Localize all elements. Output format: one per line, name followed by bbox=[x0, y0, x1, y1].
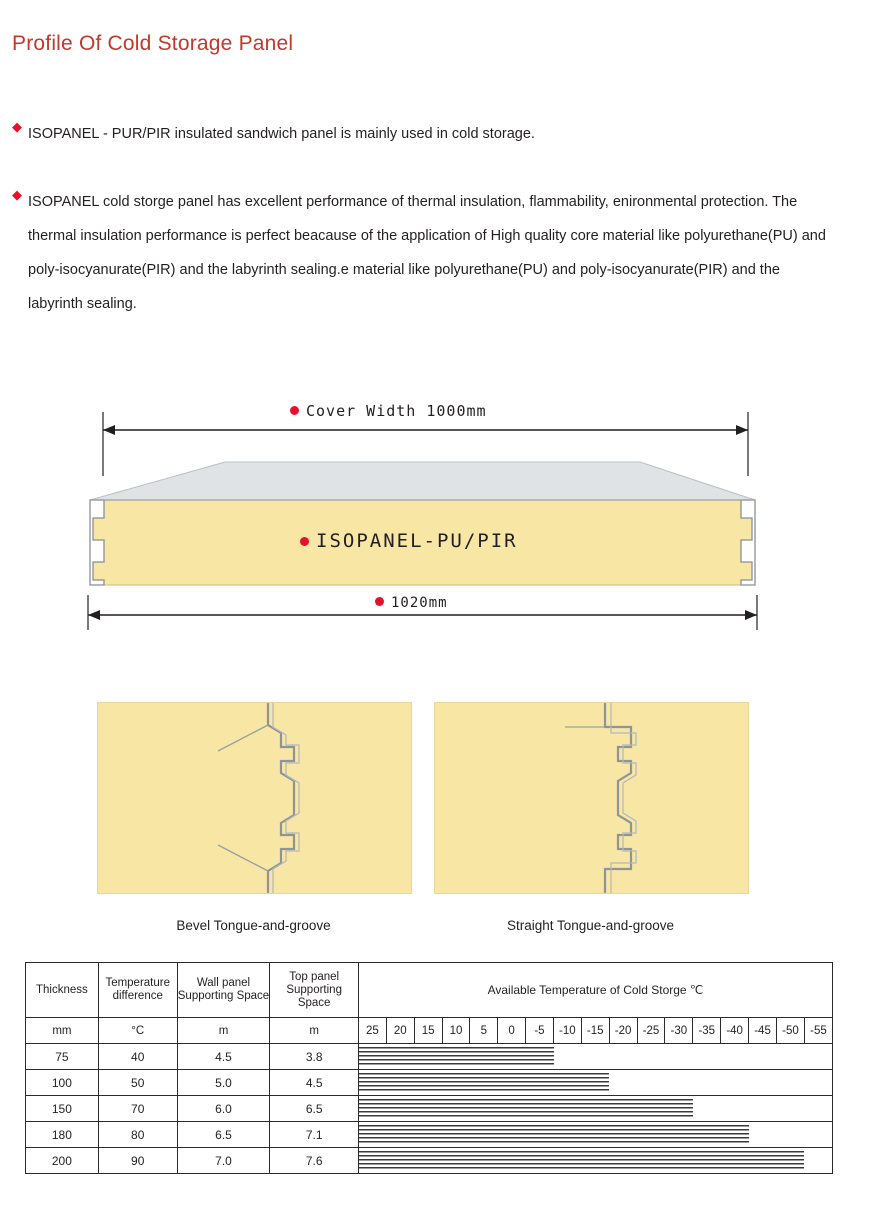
temperature-scale-cell: -45 bbox=[749, 1018, 777, 1044]
temperature-scale-cell: -15 bbox=[581, 1018, 609, 1044]
temperature-scale-cell: 5 bbox=[470, 1018, 498, 1044]
bullet-text-1: ISOPANEL - PUR/PIR insulated sandwich panel is mainly used in cold storage. bbox=[28, 126, 535, 142]
table-cell: 100 bbox=[26, 1070, 99, 1096]
table-header-cell: Wall panel Supporting Space bbox=[177, 963, 270, 1018]
temperature-range-bar bbox=[359, 1096, 833, 1122]
table-cell: 6.0 bbox=[177, 1096, 270, 1122]
temperature-scale-cell: -30 bbox=[665, 1018, 693, 1044]
temperature-scale-cell: -25 bbox=[637, 1018, 665, 1044]
red-dot-icon bbox=[375, 597, 384, 606]
table-cell: 150 bbox=[26, 1096, 99, 1122]
table-unit-cell: m bbox=[270, 1018, 359, 1044]
straight-tongue-groove-image bbox=[434, 702, 749, 894]
table-cell: 4.5 bbox=[270, 1070, 359, 1096]
table-header-cell: Thickness bbox=[26, 963, 99, 1018]
table-cell: 80 bbox=[98, 1122, 177, 1148]
cross-section-svg bbox=[0, 390, 890, 660]
specification-table-wrapper bbox=[25, 962, 833, 1174]
table-cell: 7.1 bbox=[270, 1122, 359, 1148]
table-header-available-temperature: Available Temperature of Cold Storge ℃ bbox=[359, 963, 833, 1018]
table-cell: 6.5 bbox=[177, 1122, 270, 1148]
panel-name-label bbox=[300, 530, 518, 552]
temperature-scale-cell: -10 bbox=[553, 1018, 581, 1044]
bullet-text-2: ISOPANEL cold storge panel has excellent performance of thermal insulation, flammability, enironmental protection. The thermal insulation performance is perfect beacause of the application of High quality core material like polyurethane(PU) and poly-isocyanurate(PIR) and the labyrinth sealing.e material like polyurethane(PU) and poly-isocyanurate(PIR) and the labyrinth sealing. bbox=[28, 194, 826, 312]
table-cell: 7.6 bbox=[270, 1148, 359, 1174]
straight-groove-caption: Straight Tongue-and-groove bbox=[506, 918, 675, 933]
diamond-bullet-icon: ◆ bbox=[12, 119, 22, 134]
table-row bbox=[26, 1122, 833, 1148]
table-cell: 40 bbox=[98, 1044, 177, 1070]
temperature-scale-cell: -20 bbox=[609, 1018, 637, 1044]
range-bar-fill bbox=[359, 1047, 554, 1066]
specification-table bbox=[25, 962, 833, 1174]
temperature-scale-cell: 0 bbox=[498, 1018, 526, 1044]
table-cell: 3.8 bbox=[270, 1044, 359, 1070]
temperature-scale-cell: -35 bbox=[693, 1018, 721, 1044]
table-row bbox=[26, 1044, 833, 1070]
temperature-range-bar bbox=[359, 1122, 833, 1148]
cover-width-label bbox=[290, 402, 487, 420]
table-cell: 7.0 bbox=[177, 1148, 270, 1174]
temperature-scale-cell: -5 bbox=[526, 1018, 554, 1044]
groove-detail-section bbox=[0, 702, 890, 942]
range-bar-fill bbox=[359, 1099, 693, 1118]
table-unit-row bbox=[26, 1018, 833, 1044]
table-cell: 70 bbox=[98, 1096, 177, 1122]
table-header-cell: Top panel Supporting Space bbox=[270, 963, 359, 1018]
table-header-row bbox=[26, 963, 833, 1018]
bullet-item-1 bbox=[12, 117, 832, 151]
range-bar-fill bbox=[359, 1151, 804, 1170]
straight-groove-drawing bbox=[435, 703, 748, 893]
diamond-bullet-icon: ◆ bbox=[12, 187, 22, 202]
range-bar-fill bbox=[359, 1125, 749, 1144]
bevel-groove-caption: Bevel Tongue-and-groove bbox=[176, 918, 331, 933]
temperature-range-bar bbox=[359, 1070, 833, 1096]
red-dot-icon bbox=[290, 406, 299, 415]
panel-cross-section-diagram bbox=[0, 390, 890, 660]
table-cell: 180 bbox=[26, 1122, 99, 1148]
total-width-label bbox=[375, 595, 448, 611]
panel-name-text: ISOPANEL-PU/PIR bbox=[316, 530, 518, 552]
table-cell: 4.5 bbox=[177, 1044, 270, 1070]
total-width-text: 1020mm bbox=[391, 595, 448, 611]
cover-width-text: Cover Width 1000mm bbox=[306, 402, 487, 420]
temperature-scale-cell: -50 bbox=[776, 1018, 804, 1044]
temperature-range-bar bbox=[359, 1148, 833, 1174]
table-unit-cell: m bbox=[177, 1018, 270, 1044]
temperature-scale-cell: 20 bbox=[386, 1018, 414, 1044]
temperature-scale-cell: -55 bbox=[804, 1018, 832, 1044]
table-row bbox=[26, 1148, 833, 1174]
table-cell: 90 bbox=[98, 1148, 177, 1174]
temperature-scale-cell: 10 bbox=[442, 1018, 470, 1044]
table-cell: 6.5 bbox=[270, 1096, 359, 1122]
temperature-range-bar bbox=[359, 1044, 833, 1070]
table-unit-cell: mm bbox=[26, 1018, 99, 1044]
bullet-item-2 bbox=[12, 185, 832, 321]
table-row bbox=[26, 1096, 833, 1122]
table-row bbox=[26, 1070, 833, 1096]
table-unit-cell: °C bbox=[98, 1018, 177, 1044]
temperature-scale-cell: -40 bbox=[721, 1018, 749, 1044]
temperature-scale-cell: 25 bbox=[359, 1018, 387, 1044]
temperature-scale-cell: 15 bbox=[414, 1018, 442, 1044]
page-title: Profile Of Cold Storage Panel bbox=[12, 32, 294, 55]
range-bar-fill bbox=[359, 1073, 609, 1092]
bevel-groove-drawing bbox=[98, 703, 411, 893]
bevel-tongue-groove-image bbox=[97, 702, 412, 894]
table-cell: 200 bbox=[26, 1148, 99, 1174]
red-dot-icon bbox=[300, 537, 309, 546]
table-cell: 75 bbox=[26, 1044, 99, 1070]
table-cell: 50 bbox=[98, 1070, 177, 1096]
table-cell: 5.0 bbox=[177, 1070, 270, 1096]
table-header-cell: Temperature difference bbox=[98, 963, 177, 1018]
